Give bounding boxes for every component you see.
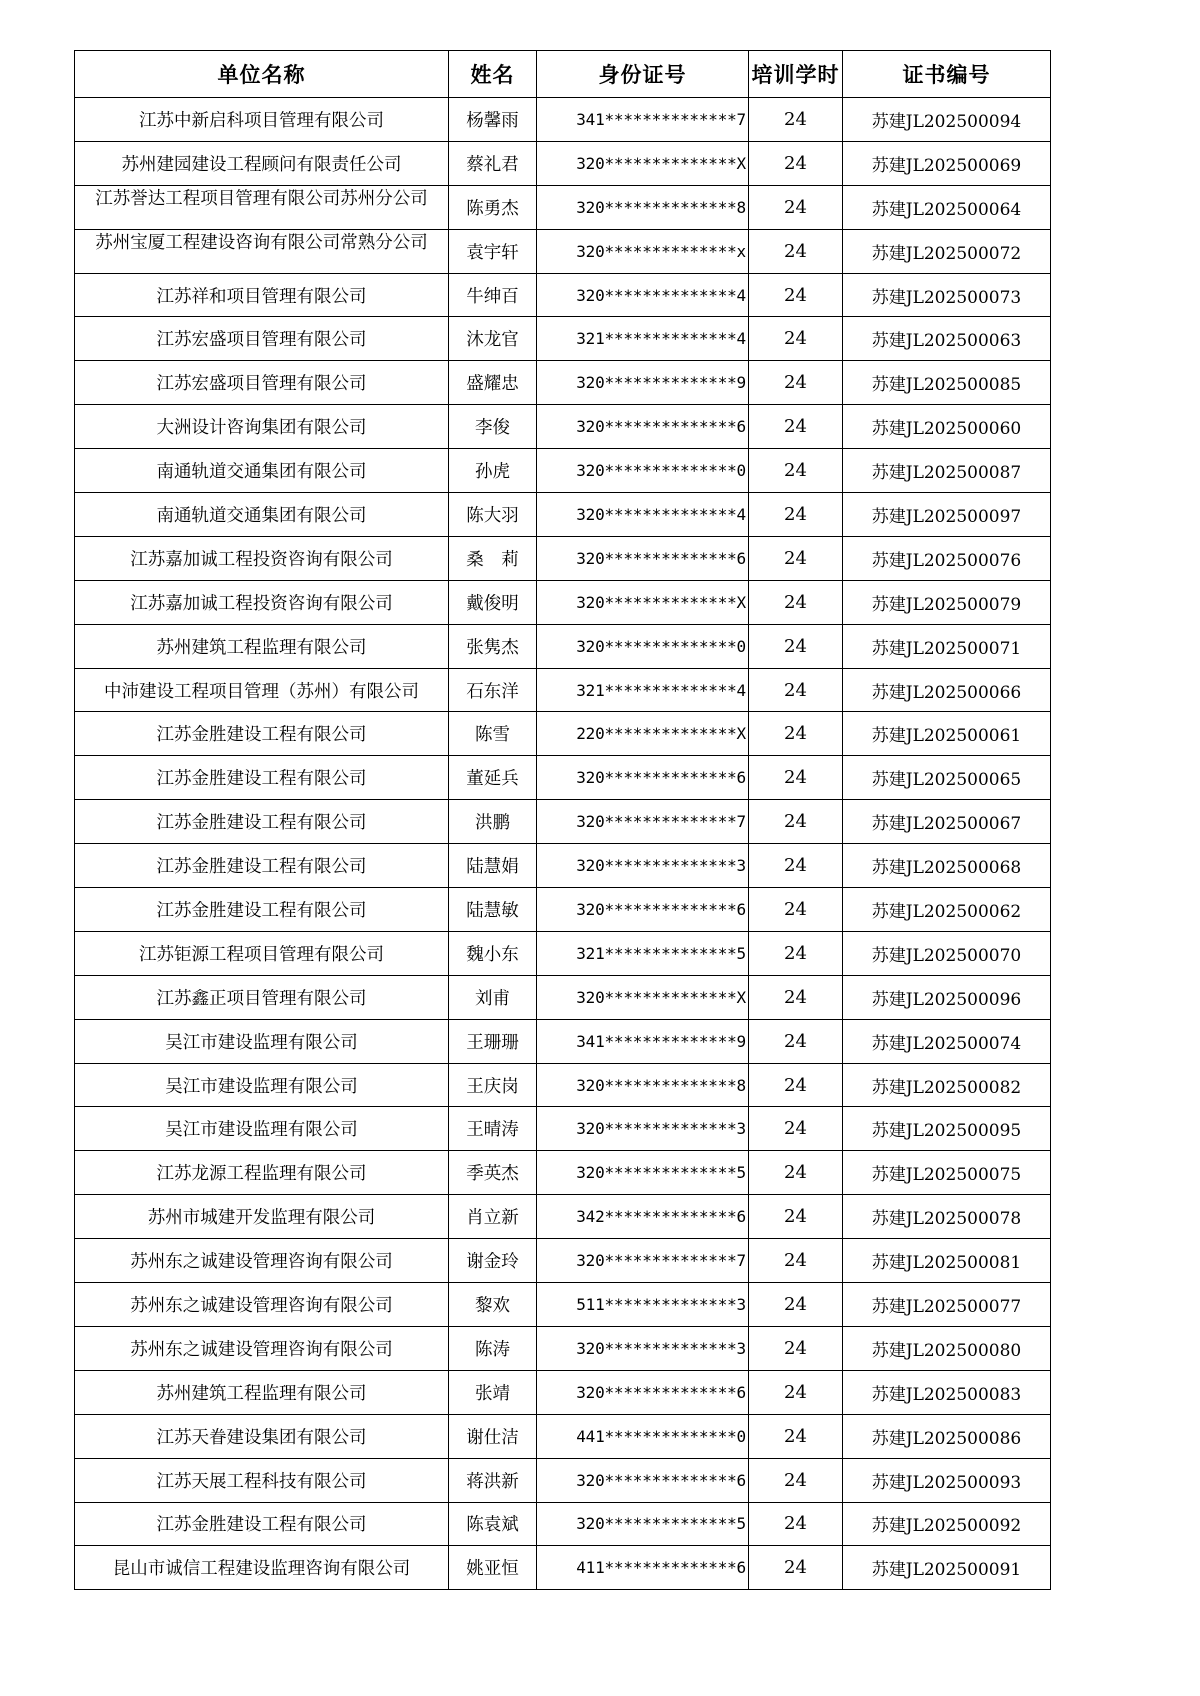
certificate-number-cell: 苏建JL202500065 — [843, 756, 1051, 800]
person-name-cell: 蒋洪新 — [449, 1458, 537, 1502]
person-name-cell: 谢仕洁 — [449, 1414, 537, 1458]
unit-name-cell: 苏州建筑工程监理有限公司 — [75, 1370, 449, 1414]
training-hours-cell: 24 — [749, 580, 843, 624]
id-number-cell: 320**************6 — [537, 405, 749, 449]
person-name-cell: 戴俊明 — [449, 580, 537, 624]
unit-name-cell: 江苏金胜建设工程有限公司 — [75, 1502, 449, 1546]
unit-name-cell: 江苏钜源工程项目管理有限公司 — [75, 931, 449, 975]
id-number-cell: 320**************5 — [537, 1151, 749, 1195]
header-row — [75, 51, 1051, 98]
table-row — [75, 1151, 1051, 1195]
table-row — [75, 449, 1051, 493]
certificate-number-cell: 苏建JL202500091 — [843, 1546, 1051, 1590]
table-row — [75, 712, 1051, 756]
person-name-cell: 姚亚恒 — [449, 1546, 537, 1590]
person-name-cell: 魏小东 — [449, 931, 537, 975]
table-row — [75, 975, 1051, 1019]
table-row — [75, 1283, 1051, 1327]
id-number-cell: 320**************0 — [537, 624, 749, 668]
person-name-cell: 王晴涛 — [449, 1107, 537, 1151]
id-number-cell: 320**************6 — [537, 1370, 749, 1414]
training-roster-table — [74, 50, 1051, 1590]
unit-name-cell: 江苏天眷建设集团有限公司 — [75, 1414, 449, 1458]
id-number-cell: 320**************6 — [537, 1458, 749, 1502]
certificate-number-cell: 苏建JL202500067 — [843, 800, 1051, 844]
unit-name-cell: 江苏中新启科项目管理有限公司 — [75, 98, 449, 142]
table-row — [75, 1195, 1051, 1239]
table-row — [75, 493, 1051, 537]
certificate-number-cell: 苏建JL202500093 — [843, 1458, 1051, 1502]
id-number-cell: 320**************7 — [537, 800, 749, 844]
training-hours-cell: 24 — [749, 844, 843, 888]
training-hours-cell: 24 — [749, 931, 843, 975]
header-unit-name: 单位名称 — [75, 51, 449, 98]
training-hours-cell: 24 — [749, 1019, 843, 1063]
certificate-number-cell: 苏建JL202500082 — [843, 1063, 1051, 1107]
id-number-cell: 321**************4 — [537, 317, 749, 361]
id-number-cell: 321**************5 — [537, 931, 749, 975]
certificate-number-cell: 苏建JL202500083 — [843, 1370, 1051, 1414]
training-hours-cell: 24 — [749, 668, 843, 712]
certificate-number-cell: 苏建JL202500087 — [843, 449, 1051, 493]
id-number-cell: 220**************X — [537, 712, 749, 756]
training-hours-cell: 24 — [749, 1195, 843, 1239]
certificate-number-cell: 苏建JL202500073 — [843, 273, 1051, 317]
id-number-cell: 320**************0 — [537, 449, 749, 493]
unit-name-cell: 苏州建筑工程监理有限公司 — [75, 624, 449, 668]
unit-name-cell: 江苏金胜建设工程有限公司 — [75, 844, 449, 888]
person-name-cell: 季英杰 — [449, 1151, 537, 1195]
table-row — [75, 141, 1051, 185]
unit-name-cell: 江苏金胜建设工程有限公司 — [75, 888, 449, 932]
unit-name-cell: 吴江市建设监理有限公司 — [75, 1019, 449, 1063]
id-number-cell: 320**************3 — [537, 1107, 749, 1151]
unit-name-cell: 江苏金胜建设工程有限公司 — [75, 712, 449, 756]
id-number-cell: 320**************X — [537, 975, 749, 1019]
header-training-hours: 培训学时 — [749, 51, 843, 98]
certificate-number-cell: 苏建JL202500064 — [843, 185, 1051, 229]
id-number-cell: 320**************3 — [537, 844, 749, 888]
unit-name-cell: 江苏嘉加诚工程投资咨询有限公司 — [75, 580, 449, 624]
table-row — [75, 844, 1051, 888]
certificate-number-cell: 苏建JL202500095 — [843, 1107, 1051, 1151]
person-name-cell: 董延兵 — [449, 756, 537, 800]
certificate-number-cell: 苏建JL202500061 — [843, 712, 1051, 756]
certificate-number-cell: 苏建JL202500062 — [843, 888, 1051, 932]
table-row — [75, 229, 1051, 273]
id-number-cell: 320**************7 — [537, 1239, 749, 1283]
person-name-cell: 石东洋 — [449, 668, 537, 712]
certificate-number-cell: 苏建JL202500070 — [843, 931, 1051, 975]
training-hours-cell: 24 — [749, 449, 843, 493]
id-number-cell: 341**************9 — [537, 1019, 749, 1063]
id-number-cell: 320**************8 — [537, 1063, 749, 1107]
id-number-cell: 320**************4 — [537, 493, 749, 537]
unit-name-cell: 苏州宝厦工程建设咨询有限公司常熟分公司 — [75, 229, 449, 273]
person-name-cell: 刘甫 — [449, 975, 537, 1019]
certificate-number-cell: 苏建JL202500092 — [843, 1502, 1051, 1546]
table-row — [75, 1326, 1051, 1370]
certificate-number-cell: 苏建JL202500085 — [843, 361, 1051, 405]
table-row — [75, 1546, 1051, 1590]
unit-name-cell: 苏州东之诚建设管理咨询有限公司 — [75, 1326, 449, 1370]
person-name-cell: 王庆岗 — [449, 1063, 537, 1107]
id-number-cell: 320**************4 — [537, 273, 749, 317]
person-name-cell: 陈袁斌 — [449, 1502, 537, 1546]
certificate-number-cell: 苏建JL202500071 — [843, 624, 1051, 668]
training-hours-cell: 24 — [749, 405, 843, 449]
unit-name-cell: 江苏嘉加诚工程投资咨询有限公司 — [75, 536, 449, 580]
person-name-cell: 王珊珊 — [449, 1019, 537, 1063]
certificate-number-cell: 苏建JL202500080 — [843, 1326, 1051, 1370]
unit-name-cell: 中沛建设工程项目管理（苏州）有限公司 — [75, 668, 449, 712]
person-name-cell: 杨馨雨 — [449, 98, 537, 142]
unit-name-cell: 昆山市诚信工程建设监理咨询有限公司 — [75, 1546, 449, 1590]
roster-body — [75, 98, 1051, 1590]
person-name-cell: 李俊 — [449, 405, 537, 449]
training-hours-cell: 24 — [749, 800, 843, 844]
unit-name-cell: 苏州东之诚建设管理咨询有限公司 — [75, 1283, 449, 1327]
table-row — [75, 1019, 1051, 1063]
unit-name-cell: 大洲设计咨询集团有限公司 — [75, 405, 449, 449]
table-row — [75, 800, 1051, 844]
person-name-cell: 洪鹏 — [449, 800, 537, 844]
unit-name-cell: 江苏誉达工程项目管理有限公司苏州分公司 — [75, 185, 449, 229]
unit-name-cell: 江苏金胜建设工程有限公司 — [75, 756, 449, 800]
id-number-cell: 320**************8 — [537, 185, 749, 229]
training-hours-cell: 24 — [749, 624, 843, 668]
training-hours-cell: 24 — [749, 361, 843, 405]
id-number-cell: 320**************x — [537, 229, 749, 273]
id-number-cell: 441**************0 — [537, 1414, 749, 1458]
certificate-number-cell: 苏建JL202500069 — [843, 141, 1051, 185]
table-row — [75, 185, 1051, 229]
training-hours-cell: 24 — [749, 1370, 843, 1414]
training-hours-cell: 24 — [749, 1546, 843, 1590]
person-name-cell: 沐龙官 — [449, 317, 537, 361]
unit-name-cell: 江苏鑫正项目管理有限公司 — [75, 975, 449, 1019]
table-row — [75, 624, 1051, 668]
certificate-number-cell: 苏建JL202500060 — [843, 405, 1051, 449]
table-row — [75, 580, 1051, 624]
unit-name-cell: 江苏宏盛项目管理有限公司 — [75, 361, 449, 405]
table-row — [75, 756, 1051, 800]
certificate-number-cell: 苏建JL202500086 — [843, 1414, 1051, 1458]
unit-name-cell: 江苏祥和项目管理有限公司 — [75, 273, 449, 317]
table-row — [75, 1414, 1051, 1458]
table-row — [75, 931, 1051, 975]
training-hours-cell: 24 — [749, 1283, 843, 1327]
training-hours-cell: 24 — [749, 273, 843, 317]
person-name-cell: 陆慧敏 — [449, 888, 537, 932]
unit-name-cell: 苏州建园建设工程顾问有限责任公司 — [75, 141, 449, 185]
table-row — [75, 1370, 1051, 1414]
training-hours-cell: 24 — [749, 888, 843, 932]
unit-name-cell: 南通轨道交通集团有限公司 — [75, 449, 449, 493]
training-hours-cell: 24 — [749, 1151, 843, 1195]
table-row — [75, 273, 1051, 317]
unit-name-cell: 吴江市建设监理有限公司 — [75, 1063, 449, 1107]
id-number-cell: 320**************6 — [537, 888, 749, 932]
person-name-cell: 盛耀忠 — [449, 361, 537, 405]
roster-sheet — [74, 50, 1050, 1590]
training-hours-cell: 24 — [749, 141, 843, 185]
table-row — [75, 1239, 1051, 1283]
header-certificate-number: 证书编号 — [843, 51, 1051, 98]
training-hours-cell: 24 — [749, 1458, 843, 1502]
training-hours-cell: 24 — [749, 975, 843, 1019]
person-name-cell: 陈雪 — [449, 712, 537, 756]
id-number-cell: 342**************6 — [537, 1195, 749, 1239]
table-row — [75, 1458, 1051, 1502]
certificate-number-cell: 苏建JL202500068 — [843, 844, 1051, 888]
unit-name-cell: 江苏天展工程科技有限公司 — [75, 1458, 449, 1502]
training-hours-cell: 24 — [749, 712, 843, 756]
certificate-number-cell: 苏建JL202500078 — [843, 1195, 1051, 1239]
training-hours-cell: 24 — [749, 1239, 843, 1283]
training-hours-cell: 24 — [749, 536, 843, 580]
training-hours-cell: 24 — [749, 1326, 843, 1370]
certificate-number-cell: 苏建JL202500076 — [843, 536, 1051, 580]
id-number-cell: 411**************6 — [537, 1546, 749, 1590]
table-row — [75, 888, 1051, 932]
table-row — [75, 405, 1051, 449]
unit-name-cell: 南通轨道交通集团有限公司 — [75, 493, 449, 537]
person-name-cell: 陈涛 — [449, 1326, 537, 1370]
person-name-cell: 桑 莉 — [449, 536, 537, 580]
person-name-cell: 谢金玲 — [449, 1239, 537, 1283]
table-row — [75, 1502, 1051, 1546]
unit-name-cell: 吴江市建设监理有限公司 — [75, 1107, 449, 1151]
header-person-name: 姓名 — [449, 51, 537, 98]
certificate-number-cell: 苏建JL202500079 — [843, 580, 1051, 624]
training-hours-cell: 24 — [749, 1063, 843, 1107]
person-name-cell: 陈勇杰 — [449, 185, 537, 229]
certificate-number-cell: 苏建JL202500063 — [843, 317, 1051, 361]
table-row — [75, 668, 1051, 712]
certificate-number-cell: 苏建JL202500094 — [843, 98, 1051, 142]
training-hours-cell: 24 — [749, 756, 843, 800]
training-hours-cell: 24 — [749, 1414, 843, 1458]
table-row — [75, 536, 1051, 580]
training-hours-cell: 24 — [749, 1502, 843, 1546]
certificate-number-cell: 苏建JL202500066 — [843, 668, 1051, 712]
person-name-cell: 张隽杰 — [449, 624, 537, 668]
id-number-cell: 320**************X — [537, 141, 749, 185]
certificate-number-cell: 苏建JL202500074 — [843, 1019, 1051, 1063]
certificate-number-cell: 苏建JL202500097 — [843, 493, 1051, 537]
person-name-cell: 肖立新 — [449, 1195, 537, 1239]
training-hours-cell: 24 — [749, 317, 843, 361]
training-hours-cell: 24 — [749, 229, 843, 273]
table-row — [75, 98, 1051, 142]
certificate-number-cell: 苏建JL202500075 — [843, 1151, 1051, 1195]
id-number-cell: 320**************3 — [537, 1326, 749, 1370]
certificate-number-cell: 苏建JL202500072 — [843, 229, 1051, 273]
person-name-cell: 袁宇轩 — [449, 229, 537, 273]
unit-name-cell: 江苏金胜建设工程有限公司 — [75, 800, 449, 844]
header-id-number: 身份证号 — [537, 51, 749, 98]
table-row — [75, 361, 1051, 405]
id-number-cell: 341**************7 — [537, 98, 749, 142]
id-number-cell: 320**************6 — [537, 536, 749, 580]
certificate-number-cell: 苏建JL202500096 — [843, 975, 1051, 1019]
table-row — [75, 1063, 1051, 1107]
person-name-cell: 张靖 — [449, 1370, 537, 1414]
training-hours-cell: 24 — [749, 98, 843, 142]
person-name-cell: 陈大羽 — [449, 493, 537, 537]
unit-name-cell: 苏州东之诚建设管理咨询有限公司 — [75, 1239, 449, 1283]
person-name-cell: 牛绅百 — [449, 273, 537, 317]
person-name-cell: 孙虎 — [449, 449, 537, 493]
unit-name-cell: 江苏龙源工程监理有限公司 — [75, 1151, 449, 1195]
id-number-cell: 511**************3 — [537, 1283, 749, 1327]
certificate-number-cell: 苏建JL202500081 — [843, 1239, 1051, 1283]
id-number-cell: 321**************4 — [537, 668, 749, 712]
unit-name-cell: 江苏宏盛项目管理有限公司 — [75, 317, 449, 361]
table-row — [75, 317, 1051, 361]
table-row — [75, 1107, 1051, 1151]
id-number-cell: 320**************9 — [537, 361, 749, 405]
unit-name-cell: 苏州市城建开发监理有限公司 — [75, 1195, 449, 1239]
person-name-cell: 陆慧娟 — [449, 844, 537, 888]
person-name-cell: 黎欢 — [449, 1283, 537, 1327]
certificate-number-cell: 苏建JL202500077 — [843, 1283, 1051, 1327]
training-hours-cell: 24 — [749, 1107, 843, 1151]
id-number-cell: 320**************6 — [537, 756, 749, 800]
training-hours-cell: 24 — [749, 493, 843, 537]
training-hours-cell: 24 — [749, 185, 843, 229]
id-number-cell: 320**************X — [537, 580, 749, 624]
person-name-cell: 蔡礼君 — [449, 141, 537, 185]
id-number-cell: 320**************5 — [537, 1502, 749, 1546]
